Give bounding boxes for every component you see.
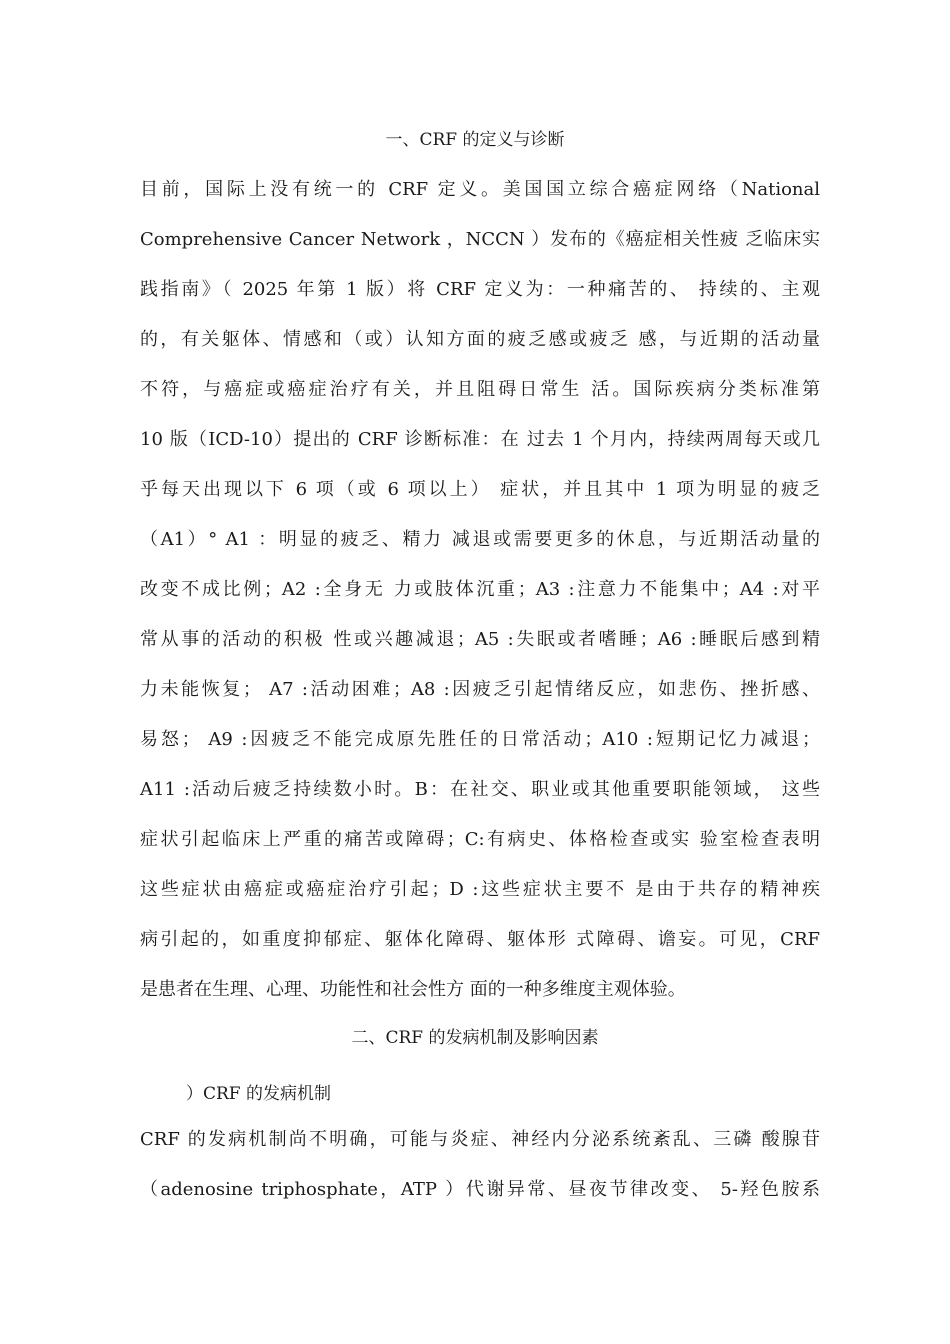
paragraph-line: 是患者在生理、心理、功能性和社会性方 面的一种多维度主观体验。 [140,979,686,1000]
paragraph-line: 力未能恢复； A7 :活动困难；A8 :因疲乏引起情绪反应，如悲伤、挫折感、 [140,679,820,700]
paragraph-line: CRF 的发病机制尚不明确，可能与炎症、神经内分泌系统紊乱、三磷 酸腺苷 [140,1129,820,1150]
paragraph-line: 目前，国际上没有统一的 CRF 定义。美国国立综合癌症网络（National [140,179,820,200]
paragraph-line: 乎每天出现以下 6 项（或 6 项以上） 症状，并且其中 1 项为明显的疲乏 [140,479,820,500]
paragraph-line: 践指南》（ 2025 年第 1 版）将 CRF 定义为：一种痛苦的、 持续的、主观 [140,279,820,300]
paragraph-line: 改变不成比例；A2 :全身无 力或肢体沉重；A3 :注意力不能集中；A4 :对平 [140,579,820,600]
subsection-title: ）CRF 的发病机制 [186,1084,332,1104]
paragraph-line: 10 版（ICD-10）提出的 CRF 诊断标准：在 过去 1 个月内，持续两周每天或几 [140,429,820,450]
paragraph-line: 常从事的活动的积极 性或兴趣减退；A5 :失眠或者嗜睡；A6 :睡眠后感到精 [140,629,820,650]
paragraph-line: 的，有关躯体、情感和（或）认知方面的疲乏感或疲乏 感，与近期的活动量 [140,329,820,350]
paragraph-line: 症状引起临床上严重的痛苦或障碍；C:有病史、体格检查或实 验室检查表明 [140,829,820,850]
paragraph-line: 不符，与癌症或癌症治疗有关，并且阻碍日常生 活。国际疾病分类标准第 [140,379,820,400]
paragraph-line: Comprehensive Cancer Network ，NCCN ）发布的《癌症相关性疲 乏临床实 [140,229,820,250]
paragraph-line: 易怒； A9 :因疲乏不能完成原先胜任的日常活动；A10 :短期记忆力减退； [140,729,820,750]
paragraph-line: （A1）° A1 ：明显的疲乏、精力 减退或需要更多的休息，与近期活动量的 [140,529,820,550]
paragraph-line: （adenosine triphosphate，ATP ）代谢异常、昼夜节律改变、 5-羟色胺系 [140,1179,820,1200]
paragraph-line: A11 :活动后疲乏持续数小时。B：在社交、职业或其他重要职能领域， 这些 [140,779,820,800]
section-2-title: 二、CRF 的发病机制及影响因素 [351,1028,599,1048]
section-1-title: 一、CRF 的定义与诊断 [385,130,565,150]
paragraph-line: 病引起的，如重度抑郁症、躯体化障碍、躯体形 式障碍、谵妄。可见，CRF [140,929,820,950]
paragraph-line: 这些症状由癌症或癌症治疗引起；D :这些症状主要不 是由于共存的精神疾 [140,879,820,900]
